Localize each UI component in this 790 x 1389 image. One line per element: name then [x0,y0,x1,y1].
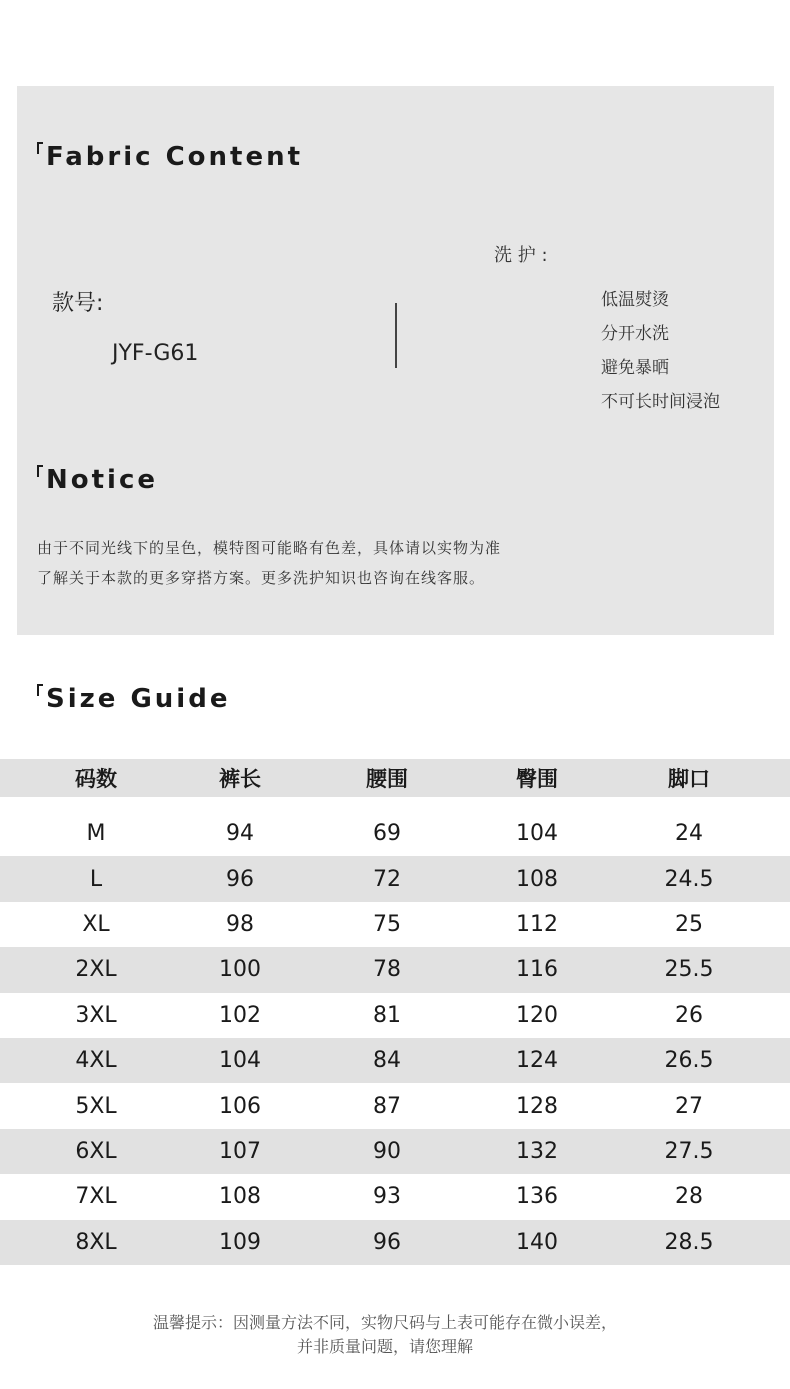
cell-hip: 116 [516,957,558,983]
care-label: 洗 护 : [494,245,548,266]
style-number-label: 款号: [52,291,104,316]
footnote-line: 并非质量问题，请您理解 [296,1337,473,1356]
cell-length: 104 [219,1048,261,1074]
care-item: 不可长时间浸泡 [601,392,720,412]
table-row [0,856,790,901]
cell-size: 5XL [75,1093,117,1119]
notice-title [37,467,158,493]
cell-size: 6XL [75,1138,117,1164]
care-item: 低温熨烫 [601,290,669,310]
cell-size: 7XL [75,1184,117,1210]
table-row [0,1220,790,1265]
table-row [0,1038,790,1083]
cell-length: 98 [226,911,254,937]
fabric-content-title-text: Fabric Content [46,142,304,172]
cell-hem: 24.5 [664,866,714,892]
cell-length: 107 [219,1138,261,1164]
cell-hem: 24 [675,821,703,847]
table-row [0,902,790,947]
table-row [0,1174,790,1219]
cell-waist: 93 [373,1184,401,1210]
cell-waist: 84 [373,1048,401,1074]
cell-size: M [86,821,106,847]
cell-length: 94 [226,821,254,847]
cell-size: L [89,866,103,892]
cell-length: 108 [219,1184,261,1210]
cell-length: 100 [219,957,261,983]
footnote-line: 温馨提示：因测量方法不同，实物尺码与上表可能存在微小误差， [152,1313,617,1332]
cell-hip: 132 [516,1138,558,1164]
cell-length: 96 [226,866,254,892]
cell-size: 3XL [75,1002,117,1028]
care-item: 分开水洗 [601,324,669,344]
cell-waist: 72 [373,866,401,892]
table-row [0,993,790,1038]
cell-hip: 108 [516,866,558,892]
cell-size: 2XL [75,957,117,983]
corner-bracket-icon [37,684,43,696]
notice-title-text: Notice [46,465,159,495]
corner-bracket-icon [37,142,43,154]
header-cell-length: 裤长 [219,767,261,791]
cell-hip: 120 [516,1002,558,1028]
footnote [0,1311,770,1359]
cell-hip: 104 [516,821,558,847]
header-cell-waist: 腰围 [366,767,408,791]
cell-length: 109 [219,1229,261,1255]
cell-size: 8XL [75,1229,117,1255]
table-row [0,811,790,856]
cell-hip: 112 [516,911,558,937]
cell-hip: 124 [516,1048,558,1074]
header-cell-size: 码数 [75,767,117,791]
cell-hip: 140 [516,1229,558,1255]
table-row [0,1129,790,1174]
cell-hem: 27 [675,1093,703,1119]
cell-hip: 136 [516,1184,558,1210]
cell-waist: 75 [373,911,401,937]
cell-waist: 87 [373,1093,401,1119]
cell-hip: 128 [516,1093,558,1119]
cell-waist: 90 [373,1138,401,1164]
table-row [0,1083,790,1128]
cell-size: 4XL [75,1048,117,1074]
cell-size: XL [82,911,110,937]
notice-line: 了解关于本款的更多穿搭方案。更多洗护知识也咨询在线客服。 [37,569,486,587]
cell-length: 106 [219,1093,261,1119]
cell-waist: 78 [373,957,401,983]
care-instructions-list [601,288,720,424]
cell-hem: 27.5 [664,1138,714,1164]
size-guide-title-text: Size Guide [46,684,231,714]
care-item: 避免暴晒 [601,358,669,378]
cell-hem: 28.5 [664,1229,714,1255]
style-number-value: JYF-G61 [112,341,199,366]
cell-hem: 25 [675,911,703,937]
corner-bracket-icon [37,465,43,477]
cell-hem: 26.5 [664,1048,714,1074]
header-cell-hip: 臀围 [516,767,558,791]
header-cell-hem: 脚口 [668,767,710,791]
cell-hem: 26 [675,1002,703,1028]
size-guide-title [37,686,230,712]
cell-waist: 81 [373,1002,401,1028]
fabric-content-title [37,144,303,170]
notice-line: 由于不同光线下的呈色，模特图可能略有色差，具体请以实物为准 [37,539,502,557]
cell-hem: 28 [675,1184,703,1210]
cell-waist: 69 [373,821,401,847]
vertical-divider [395,303,397,368]
cell-waist: 96 [373,1229,401,1255]
cell-length: 102 [219,1002,261,1028]
table-row [0,947,790,992]
notice-text [37,533,597,593]
size-table-header [0,759,790,797]
cell-hem: 25.5 [664,957,714,983]
size-table [0,759,790,1265]
size-table-body [0,811,790,1265]
